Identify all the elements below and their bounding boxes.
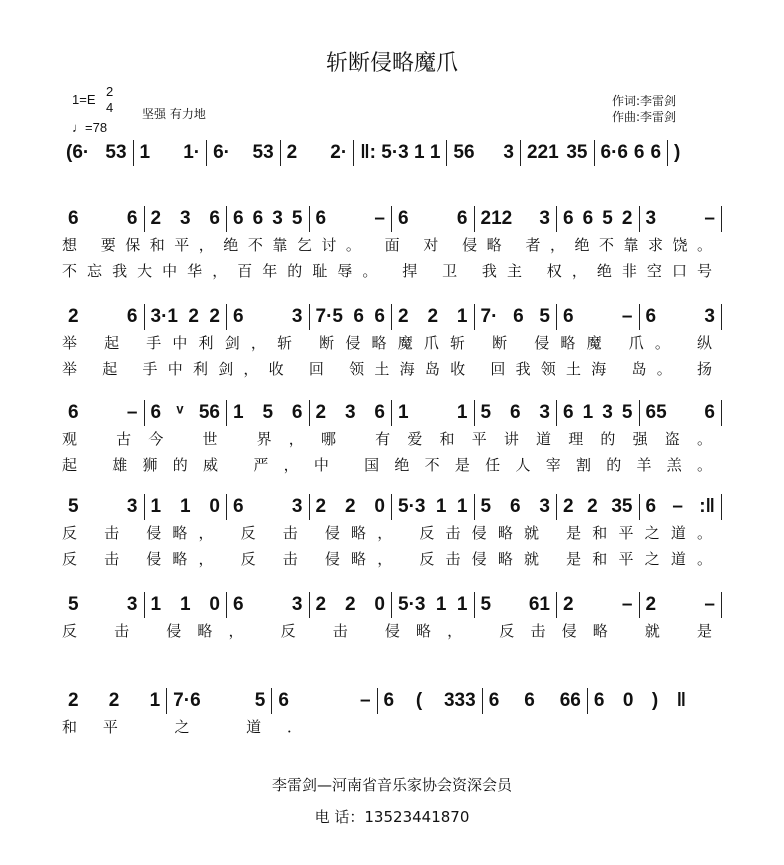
author-info: 李雷剑—河南省音乐家协会资深会员 [271,776,512,794]
key-signature: 1=E [72,92,96,107]
song-title: 斩断侵略魔爪 [325,51,458,76]
expression-marking: 坚强 有力地 [142,107,206,121]
lyric-line: 和平 之 道． [62,718,302,736]
measure: 6 6 [391,206,474,232]
measure: 6· 53 [206,140,280,166]
measure: 7·5 6 6 [309,304,392,330]
measure: 6 6 5 2 [556,206,639,232]
score-system [62,688,692,740]
lyricist-credit: 作词:李雷剑 [612,94,677,108]
notes-row [62,400,722,426]
measure: 5 6 3 [474,400,557,426]
measure: 6 3 [226,304,309,330]
measure: 7· 6 5 [474,304,557,330]
time-signature-bottom: 4 [106,100,114,115]
measure: 5 3 [68,496,138,517]
measure: 6 – :‖ [639,494,722,520]
measure: 6 3 [226,494,309,520]
composer-credit: 作曲:李雷剑 [612,110,677,124]
measure: 2 2 35 [556,494,639,520]
tempo-marking: ♩=78 [72,120,108,135]
measure: 5·3 1 1 [391,494,474,520]
measure: 212 3 [474,206,557,232]
measure: 6 3 [639,304,722,330]
notes-row [62,206,722,232]
measure: 5·3 1 1 [391,592,474,618]
lyric-line: 举 起 手中利剑，收 回 领土海岛收 回我领土海 岛。 扬 [62,360,712,378]
measure: 6 – [68,402,138,423]
measure: 2 3 6 [309,400,392,426]
measure: 2 – [556,592,639,618]
notes-row [60,140,700,166]
measure: 6 ( 333 [377,688,482,714]
measure: ) [667,140,700,166]
measure: 1 1 [391,400,474,426]
measure: 1 1 0 [144,592,227,618]
measure: 6 6 66 [482,688,587,714]
measure: 1 1· [133,140,207,166]
measure: 6 1 3 5 [556,400,639,426]
measure: 2 2 0 [309,494,392,520]
measure: 7·6 5 [166,688,271,714]
measure: 6 – [556,304,639,330]
measure: 3 – [639,206,722,232]
measure: ‖: 5·3 1 1 [353,140,446,166]
notes-row [62,304,722,330]
measure: 2 2 1 [391,304,474,330]
lyric-line: 反 击 侵略， 反 击 侵略， 反击侵略就 是和平之道。 [62,550,712,568]
measure: 1 5 6 [226,400,309,426]
measure: 6 – [271,688,376,714]
phone-info: 电 话：13523441870 [314,808,470,826]
measure: 5 3 [68,594,138,615]
notes-row [62,494,722,520]
measure: 65 6 [639,400,722,426]
score-system [62,206,722,284]
notes-row [62,688,692,714]
lyric-line: 观 古今 世 界，哪 有爱和平讲道理的强盗。 [62,430,712,448]
lyric-line: 不忘我大中华，百年的耻辱。 捍 卫 我主 权，绝非空口号 [62,262,712,280]
lyric-line: 反 击 侵略， 反 击 侵略， 反击侵略就 是和平之道。 [62,524,712,542]
measure: 6 ᵛ 56 [144,400,227,426]
time-signature [106,84,113,116]
measure: 2 2· [280,140,354,166]
measure: 1 1 0 [144,494,227,520]
measure: 2 6 [68,306,138,327]
lyric-line: 起 雄狮的威 严，中 国绝不是任人宰割的羊羔。 [62,456,712,474]
measure: (6· 53 [66,142,127,163]
measure: 6 6 [68,208,138,229]
measure: 2 2 0 [309,592,392,618]
measure: 6·6 6 6 [594,140,668,166]
measure: 5 61 [474,592,557,618]
lyric-line: 想 要保和平，绝不靠乞讨。 面 对 侵略 者，绝不靠求饶。 [62,236,712,254]
measure: 3·1 2 2 [144,304,227,330]
measure: 2 3 6 [144,206,227,232]
time-signature-top: 2 [106,84,114,99]
lyric-line: 反 击 侵略， 反 击 侵略， 反击侵略 就 是 [62,622,712,640]
score-system [62,400,722,478]
score-system [62,592,722,644]
score-system [62,304,722,382]
score-system [60,140,700,166]
lyric-line: 举 起 手中利剑，斩 断侵略魔爪斩 断 侵略魔 爪。 纵 [62,334,712,352]
score-system [62,494,722,572]
measure: 221 35 [520,140,594,166]
measure: 6 – [309,206,392,232]
notes-row [62,592,722,618]
measure: 5 6 3 [474,494,557,520]
measure: 2 – [639,592,722,618]
measure: 6 3 [226,592,309,618]
measure: 56 3 [446,140,520,166]
measure: 2 2 1 [68,690,161,711]
measure: 6 0 ) ‖ [587,688,692,714]
measure: 6 6 3 5 [226,206,309,232]
